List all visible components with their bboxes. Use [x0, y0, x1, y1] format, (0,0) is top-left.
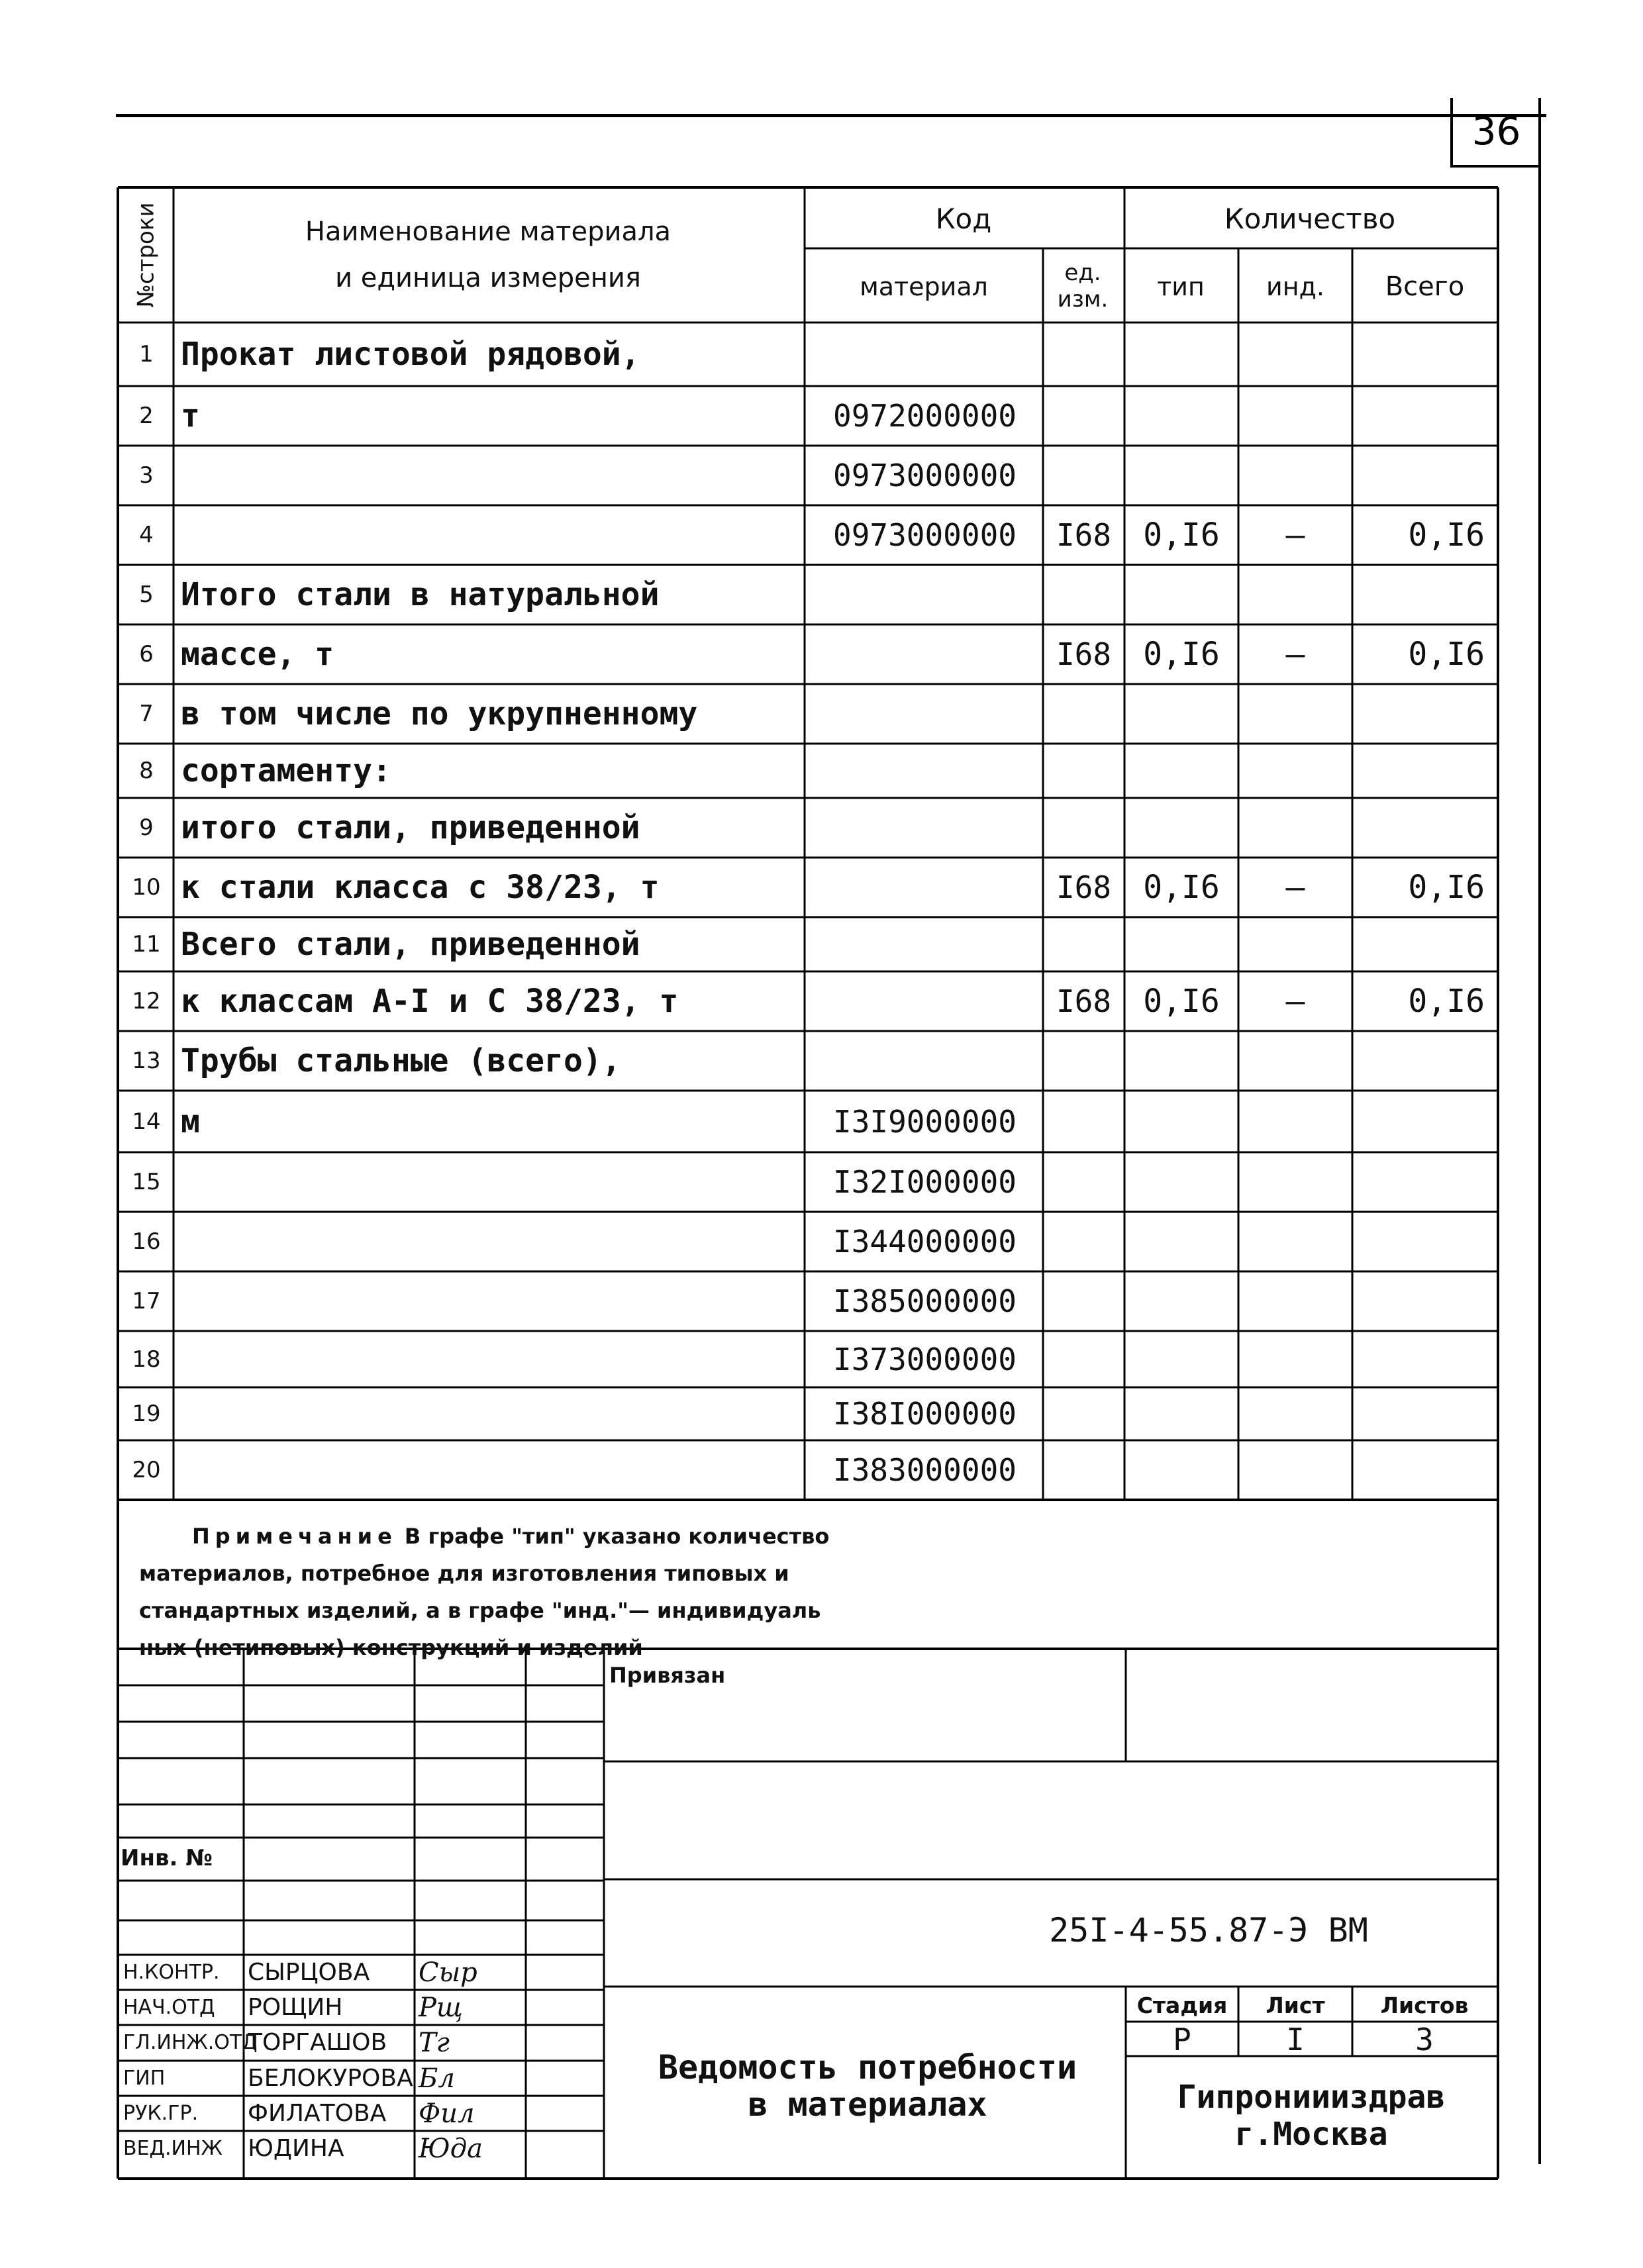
note-line4: ных (нетиповых) конструкций и изделий [139, 1635, 643, 1660]
header-material-name: Наименование материала и единица измерения [305, 217, 672, 293]
qty-ind [1238, 798, 1352, 858]
qty-total: 0,I6 [1408, 517, 1485, 554]
header-code-material: материал [860, 271, 988, 301]
code-material [807, 565, 1043, 624]
code-material [807, 858, 1043, 917]
qty-type: 0,I6 [1143, 517, 1220, 554]
qty-total: 0,I6 [1408, 869, 1485, 906]
row-number: 19 [132, 1401, 161, 1427]
qty-ind: – [1285, 636, 1305, 673]
row-number: 6 [139, 641, 154, 667]
header-row-number: №строки [132, 202, 160, 308]
qty-total [1352, 1091, 1495, 1152]
qty-total: 0,I6 [1408, 983, 1485, 1020]
qty-total [1352, 744, 1495, 798]
note-line1: В графе "тип" указано количество [404, 1524, 830, 1549]
code-material: 0973000000 [833, 517, 1017, 553]
qty-type [1124, 1387, 1238, 1440]
material-name: Всего стали, приведенной [181, 926, 640, 963]
signature-role: ВЕД.ИНЖ [123, 2137, 223, 2160]
code-material: I32I000000 [833, 1164, 1017, 1200]
material-name: сортаменту: [181, 752, 391, 789]
code-unit [1043, 322, 1124, 386]
page-number: 36 [1450, 98, 1540, 168]
qty-total [1352, 565, 1495, 624]
code-material: I385000000 [833, 1283, 1017, 1319]
qty-type [1124, 1331, 1238, 1387]
material-name: Прокат листовой рядовой, [181, 336, 640, 373]
header-code: Код [935, 202, 992, 235]
code-unit: I68 [1056, 517, 1112, 553]
code-material [807, 322, 1043, 386]
qty-total [1352, 386, 1495, 446]
qty-type [1124, 1152, 1238, 1212]
qty-type [1124, 917, 1238, 971]
qty-type [1124, 744, 1238, 798]
signature-name: СЫРЦОВА [248, 1959, 370, 1986]
signature-role: ГЛ.ИНЖ.ОТД [123, 2031, 258, 2054]
material-name [175, 505, 803, 565]
row-number: 3 [139, 462, 154, 489]
stage-label: Стадия [1136, 1992, 1228, 2018]
row-number: 18 [132, 1346, 161, 1373]
material-name [175, 1331, 803, 1387]
row-number: 16 [132, 1228, 161, 1255]
material-name: т [181, 397, 200, 434]
code-unit [1043, 798, 1124, 858]
material-name [175, 1387, 803, 1440]
qty-ind [1238, 1387, 1352, 1440]
signature-mark: Рщ [419, 1992, 463, 2023]
qty-ind [1238, 386, 1352, 446]
qty-ind [1238, 1031, 1352, 1091]
code-material: I383000000 [833, 1452, 1017, 1488]
code-material: I344000000 [833, 1224, 1017, 1259]
row-number: 13 [132, 1048, 161, 1074]
qty-type [1124, 684, 1238, 744]
material-name: к стали класса с 38/23, т [181, 869, 660, 906]
qty-ind: – [1285, 869, 1305, 906]
code-unit: I68 [1056, 636, 1112, 672]
qty-total [1352, 1440, 1495, 1500]
qty-type [1124, 1091, 1238, 1152]
header-code-unit: ед. изм. [1057, 260, 1109, 313]
code-material [807, 917, 1043, 971]
code-material [807, 1031, 1043, 1091]
signature-name: ЮДИНА [248, 2135, 344, 2162]
qty-ind [1238, 1440, 1352, 1500]
qty-type: 0,I6 [1143, 869, 1220, 906]
qty-ind: – [1285, 983, 1305, 1020]
qty-total [1352, 322, 1495, 386]
qty-ind [1238, 565, 1352, 624]
material-name [175, 1271, 803, 1331]
signature-mark: Бл [419, 2063, 455, 2094]
signature-name: РОЩИН [248, 1994, 343, 2021]
row-number: 15 [132, 1169, 161, 1195]
qty-type [1124, 1440, 1238, 1500]
qty-type [1124, 386, 1238, 446]
qty-total [1352, 1212, 1495, 1271]
code-unit [1043, 1387, 1124, 1440]
material-name: в том числе по укрупненному [181, 695, 698, 732]
qty-type [1124, 565, 1238, 624]
code-material: I3I9000000 [833, 1103, 1017, 1140]
material-name [175, 446, 803, 505]
header-qty-ind: инд. [1266, 271, 1324, 301]
material-name [175, 1212, 803, 1271]
qty-type [1124, 798, 1238, 858]
code-unit [1043, 1331, 1124, 1387]
qty-ind [1238, 744, 1352, 798]
qty-ind [1238, 1331, 1352, 1387]
row-number: 10 [132, 874, 161, 901]
row-number: 8 [139, 758, 154, 784]
qty-type [1124, 446, 1238, 505]
row-number: 9 [139, 814, 154, 841]
qty-total: 0,I6 [1408, 636, 1485, 673]
code-unit [1043, 744, 1124, 798]
signature-name: БЕЛОКУРОВА [248, 2065, 413, 2092]
qty-total [1352, 1331, 1495, 1387]
qty-type [1124, 1271, 1238, 1331]
row-number: 4 [139, 522, 154, 548]
material-name: Трубы стальные (всего), [181, 1042, 621, 1079]
row-number: 5 [139, 581, 154, 608]
signature-mark: Фил [419, 2098, 475, 2129]
code-material: 0973000000 [833, 458, 1017, 493]
organization: Гипрониииздрав г.Москва [1177, 2079, 1446, 2153]
code-material: I373000000 [833, 1341, 1017, 1377]
qty-ind [1238, 1212, 1352, 1271]
row-number: 14 [132, 1108, 161, 1135]
note-line3: стандартных изделий, а в графе "инд."— индивидуаль [139, 1598, 821, 1623]
qty-ind [1238, 1152, 1352, 1212]
row-number: 17 [132, 1288, 161, 1314]
qty-type [1124, 322, 1238, 386]
signature-mark: Юда [419, 2133, 483, 2164]
qty-type [1124, 1031, 1238, 1091]
qty-total [1352, 798, 1495, 858]
signature-role: РУК.ГР. [123, 2102, 199, 2125]
qty-ind [1238, 684, 1352, 744]
material-name: к классам А-I и С 38/23, т [181, 983, 679, 1020]
code-unit [1043, 1031, 1124, 1091]
qty-total [1352, 684, 1495, 744]
signature-name: ТОРГАШОВ [248, 2029, 387, 2056]
signature-role: Н.КОНТР. [123, 1961, 220, 1984]
signature-role: ГИП [123, 2067, 166, 2090]
qty-ind [1238, 446, 1352, 505]
qty-type: 0,I6 [1143, 636, 1220, 673]
code-material [807, 624, 1043, 684]
material-name: Итого стали в натуральной [181, 576, 660, 613]
code-unit [1043, 684, 1124, 744]
note-label: Примечание [192, 1524, 397, 1549]
qty-type [1124, 1212, 1238, 1271]
signature-mark: Сыр [419, 1957, 477, 1988]
qty-ind [1238, 1271, 1352, 1331]
qty-ind [1238, 322, 1352, 386]
qty-total [1352, 1152, 1495, 1212]
qty-total [1352, 1387, 1495, 1440]
note-line2: материалов, потребное для изготовления типовых и [139, 1561, 789, 1586]
signature-name: ФИЛАТОВА [248, 2100, 387, 2127]
code-unit [1043, 446, 1124, 505]
code-unit: I68 [1056, 983, 1112, 1019]
row-number: 2 [139, 403, 154, 429]
code-material [807, 684, 1043, 744]
row-number: 11 [132, 931, 161, 958]
code-unit [1043, 565, 1124, 624]
row-number: 12 [132, 988, 161, 1014]
note [139, 1518, 1265, 1666]
header-qty-total: Всего [1385, 271, 1465, 302]
code-unit [1043, 1440, 1124, 1500]
material-name: итого стали, приведенной [181, 809, 640, 846]
sheets-label: Листов [1380, 1992, 1469, 2018]
header-quantity: Количество [1224, 202, 1396, 235]
qty-ind: – [1285, 517, 1305, 554]
material-name: массе, т [181, 636, 334, 673]
code-material: I38I000000 [833, 1396, 1017, 1432]
qty-total [1352, 446, 1495, 505]
code-unit [1043, 1271, 1124, 1331]
material-name [175, 1440, 803, 1500]
inv-label: Инв. № [121, 1845, 213, 1871]
header-qty-type: тип [1157, 271, 1205, 301]
material-name: м [181, 1103, 200, 1140]
code-material [807, 971, 1043, 1031]
qty-total [1352, 1031, 1495, 1091]
sheets-value: 3 [1415, 2022, 1434, 2057]
code-material [807, 798, 1043, 858]
sheet-label: Лист [1266, 1992, 1325, 2018]
row-number: 20 [132, 1457, 161, 1483]
code-unit [1043, 1212, 1124, 1271]
document-code: 25I-4-55.87-Э ВМ [1049, 1911, 1368, 1949]
sheet-value: I [1286, 2022, 1305, 2057]
code-unit [1043, 1091, 1124, 1152]
signature-role: НАЧ.ОТД [123, 1996, 215, 2019]
code-material [807, 744, 1043, 798]
code-material: 0972000000 [833, 398, 1017, 434]
code-unit [1043, 1152, 1124, 1212]
code-unit [1043, 386, 1124, 446]
code-unit [1043, 917, 1124, 971]
code-unit: I68 [1056, 869, 1112, 905]
row-number: 1 [139, 341, 154, 368]
signature-mark: Тг [419, 2027, 450, 2058]
stage-value: Р [1173, 2022, 1191, 2057]
qty-total [1352, 917, 1495, 971]
qty-total [1352, 1271, 1495, 1331]
row-number: 7 [139, 701, 154, 727]
qty-ind [1238, 1091, 1352, 1152]
material-name [175, 1152, 803, 1212]
attached-label: Привязан [609, 1663, 726, 1688]
qty-type: 0,I6 [1143, 983, 1220, 1020]
document-title: Ведомость потребности в материалах [658, 2048, 1077, 2124]
qty-ind [1238, 917, 1352, 971]
